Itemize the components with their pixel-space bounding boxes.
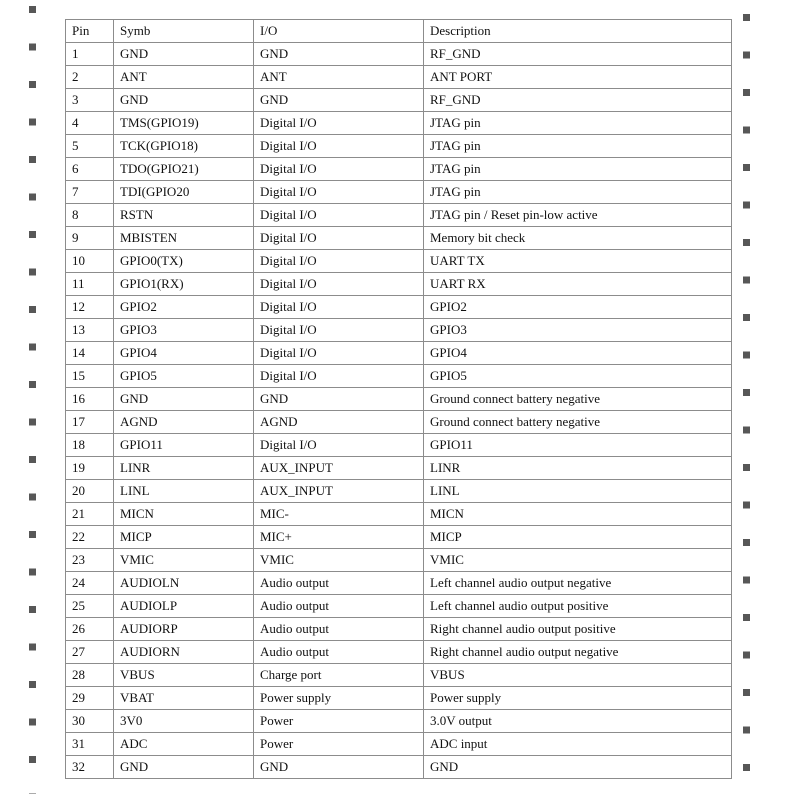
table-cell: 2 xyxy=(66,66,114,89)
table-cell: Audio output xyxy=(254,572,424,595)
column-header-symb: Symb xyxy=(114,20,254,43)
table-cell: JTAG pin xyxy=(424,158,732,181)
table-cell: GND xyxy=(114,43,254,66)
table-cell: 19 xyxy=(66,457,114,480)
table-cell: 3V0 xyxy=(114,710,254,733)
table-cell: 16 xyxy=(66,388,114,411)
table-cell: GND xyxy=(254,756,424,779)
table-row xyxy=(66,480,732,503)
table-cell: Digital I/O xyxy=(254,365,424,388)
table-row xyxy=(66,595,732,618)
table-cell: 4 xyxy=(66,112,114,135)
table-cell: GND xyxy=(254,43,424,66)
table-cell: AUX_INPUT xyxy=(254,457,424,480)
table-cell: MIC- xyxy=(254,503,424,526)
table-cell: Digital I/O xyxy=(254,319,424,342)
table-cell: Right channel audio output positive xyxy=(424,618,732,641)
table-cell: GPIO11 xyxy=(114,434,254,457)
table-cell: MICP xyxy=(114,526,254,549)
table-row xyxy=(66,273,732,296)
table-row xyxy=(66,411,732,434)
table-cell: UART TX xyxy=(424,250,732,273)
table-cell: 10 xyxy=(66,250,114,273)
table-row xyxy=(66,365,732,388)
table-cell: GND xyxy=(254,89,424,112)
table-row xyxy=(66,664,732,687)
table-cell: Digital I/O xyxy=(254,250,424,273)
table-cell: 15 xyxy=(66,365,114,388)
table-cell: AUDIOLN xyxy=(114,572,254,595)
table-row xyxy=(66,756,732,779)
table-cell: JTAG pin xyxy=(424,135,732,158)
table-cell: LINL xyxy=(114,480,254,503)
table-cell: 18 xyxy=(66,434,114,457)
table-cell: Digital I/O xyxy=(254,296,424,319)
table-cell: 11 xyxy=(66,273,114,296)
column-header-description: Description xyxy=(424,20,732,43)
table-cell: Power xyxy=(254,733,424,756)
table-cell: TDO(GPIO21) xyxy=(114,158,254,181)
table-row xyxy=(66,250,732,273)
table-cell: GND xyxy=(254,388,424,411)
table-row xyxy=(66,434,732,457)
table-cell: 24 xyxy=(66,572,114,595)
table-row xyxy=(66,710,732,733)
table-cell: Digital I/O xyxy=(254,112,424,135)
pin-definition-table xyxy=(65,19,732,779)
table-cell: 9 xyxy=(66,227,114,250)
table-cell: AGND xyxy=(114,411,254,434)
table-row xyxy=(66,572,732,595)
table-cell: 31 xyxy=(66,733,114,756)
table-cell: Ground connect battery negative xyxy=(424,388,732,411)
table-cell: ANT PORT xyxy=(424,66,732,89)
table-cell: Digital I/O xyxy=(254,273,424,296)
table-row xyxy=(66,526,732,549)
table-cell: AUDIOLP xyxy=(114,595,254,618)
table-row xyxy=(66,66,732,89)
table-cell: GPIO4 xyxy=(424,342,732,365)
table-cell: Left channel audio output positive xyxy=(424,595,732,618)
table-cell: MICP xyxy=(424,526,732,549)
table-row xyxy=(66,388,732,411)
table-cell: VMIC xyxy=(114,549,254,572)
table-cell: 22 xyxy=(66,526,114,549)
table-cell: 14 xyxy=(66,342,114,365)
table-cell: GPIO3 xyxy=(424,319,732,342)
table-cell: GND xyxy=(114,388,254,411)
table-cell: GPIO0(TX) xyxy=(114,250,254,273)
table-row xyxy=(66,733,732,756)
table-row xyxy=(66,549,732,572)
table-cell: 20 xyxy=(66,480,114,503)
table-cell: 26 xyxy=(66,618,114,641)
table-cell: GPIO1(RX) xyxy=(114,273,254,296)
table-cell: AGND xyxy=(254,411,424,434)
table-cell: 25 xyxy=(66,595,114,618)
table-cell: Digital I/O xyxy=(254,181,424,204)
table-cell: GND xyxy=(114,89,254,112)
table-row xyxy=(66,112,732,135)
pin-table-body xyxy=(66,43,732,779)
table-cell: GPIO11 xyxy=(424,434,732,457)
table-cell: 21 xyxy=(66,503,114,526)
table-cell: AUDIORP xyxy=(114,618,254,641)
table-cell: 3 xyxy=(66,89,114,112)
table-cell: GPIO4 xyxy=(114,342,254,365)
table-cell: Digital I/O xyxy=(254,135,424,158)
table-cell: 28 xyxy=(66,664,114,687)
table-cell: 7 xyxy=(66,181,114,204)
table-row xyxy=(66,89,732,112)
table-cell: AUX_INPUT xyxy=(254,480,424,503)
table-cell: 29 xyxy=(66,687,114,710)
table-cell: 17 xyxy=(66,411,114,434)
table-row xyxy=(66,135,732,158)
table-cell: MBISTEN xyxy=(114,227,254,250)
table-cell: MICN xyxy=(424,503,732,526)
table-cell: TDI(GPIO20 xyxy=(114,181,254,204)
table-cell: Digital I/O xyxy=(254,342,424,365)
column-header-io: I/O xyxy=(254,20,424,43)
table-cell: Power xyxy=(254,710,424,733)
table-row xyxy=(66,43,732,66)
table-cell: ADC xyxy=(114,733,254,756)
table-cell: Audio output xyxy=(254,618,424,641)
table-cell: VBAT xyxy=(114,687,254,710)
table-cell: GND xyxy=(424,756,732,779)
table-cell: Memory bit check xyxy=(424,227,732,250)
table-cell: JTAG pin xyxy=(424,181,732,204)
table-cell: 27 xyxy=(66,641,114,664)
table-row xyxy=(66,618,732,641)
table-cell: Power supply xyxy=(254,687,424,710)
table-cell: Right channel audio output negative xyxy=(424,641,732,664)
table-cell: VMIC xyxy=(424,549,732,572)
table-row xyxy=(66,342,732,365)
table-cell: 8 xyxy=(66,204,114,227)
table-cell: 3.0V output xyxy=(424,710,732,733)
table-cell: RSTN xyxy=(114,204,254,227)
table-cell: LINL xyxy=(424,480,732,503)
table-cell: ANT xyxy=(254,66,424,89)
table-cell: GND xyxy=(114,756,254,779)
table-cell: VMIC xyxy=(254,549,424,572)
table-cell: 13 xyxy=(66,319,114,342)
table-cell: RF_GND xyxy=(424,43,732,66)
column-header-pin: Pin xyxy=(66,20,114,43)
table-cell: GPIO5 xyxy=(424,365,732,388)
table-cell: AUDIORN xyxy=(114,641,254,664)
table-cell: UART RX xyxy=(424,273,732,296)
table-cell: Digital I/O xyxy=(254,227,424,250)
table-cell: LINR xyxy=(114,457,254,480)
table-cell: GPIO3 xyxy=(114,319,254,342)
table-cell: GPIO5 xyxy=(114,365,254,388)
table-cell: 23 xyxy=(66,549,114,572)
table-cell: 30 xyxy=(66,710,114,733)
table-cell: GPIO2 xyxy=(424,296,732,319)
table-row xyxy=(66,181,732,204)
table-cell: VBUS xyxy=(424,664,732,687)
scan-artifact-left xyxy=(29,6,36,794)
table-row xyxy=(66,503,732,526)
table-cell: VBUS xyxy=(114,664,254,687)
table-cell: MIC+ xyxy=(254,526,424,549)
table-cell: Ground connect battery negative xyxy=(424,411,732,434)
table-row xyxy=(66,319,732,342)
table-cell: Digital I/O xyxy=(254,158,424,181)
table-cell: ANT xyxy=(114,66,254,89)
table-row xyxy=(66,641,732,664)
table-cell: 1 xyxy=(66,43,114,66)
table-row xyxy=(66,457,732,480)
scan-artifact-right xyxy=(743,14,750,794)
table-cell: JTAG pin xyxy=(424,112,732,135)
table-cell: 6 xyxy=(66,158,114,181)
table-cell: Audio output xyxy=(254,641,424,664)
table-cell: Digital I/O xyxy=(254,204,424,227)
table-cell: ADC input xyxy=(424,733,732,756)
table-cell: LINR xyxy=(424,457,732,480)
table-cell: Digital I/O xyxy=(254,434,424,457)
table-cell: RF_GND xyxy=(424,89,732,112)
table-cell: 32 xyxy=(66,756,114,779)
table-cell: 12 xyxy=(66,296,114,319)
table-header-row xyxy=(66,20,732,43)
table-cell: MICN xyxy=(114,503,254,526)
table-cell: JTAG pin / Reset pin-low active xyxy=(424,204,732,227)
table-cell: GPIO2 xyxy=(114,296,254,319)
table-cell: Charge port xyxy=(254,664,424,687)
table-cell: TMS(GPIO19) xyxy=(114,112,254,135)
table-row xyxy=(66,296,732,319)
table-cell: Power supply xyxy=(424,687,732,710)
table-row xyxy=(66,687,732,710)
table-row xyxy=(66,227,732,250)
table-cell: Audio output xyxy=(254,595,424,618)
table-row xyxy=(66,204,732,227)
table-row xyxy=(66,158,732,181)
table-cell: 5 xyxy=(66,135,114,158)
table-cell: TCK(GPIO18) xyxy=(114,135,254,158)
table-cell: Left channel audio output negative xyxy=(424,572,732,595)
